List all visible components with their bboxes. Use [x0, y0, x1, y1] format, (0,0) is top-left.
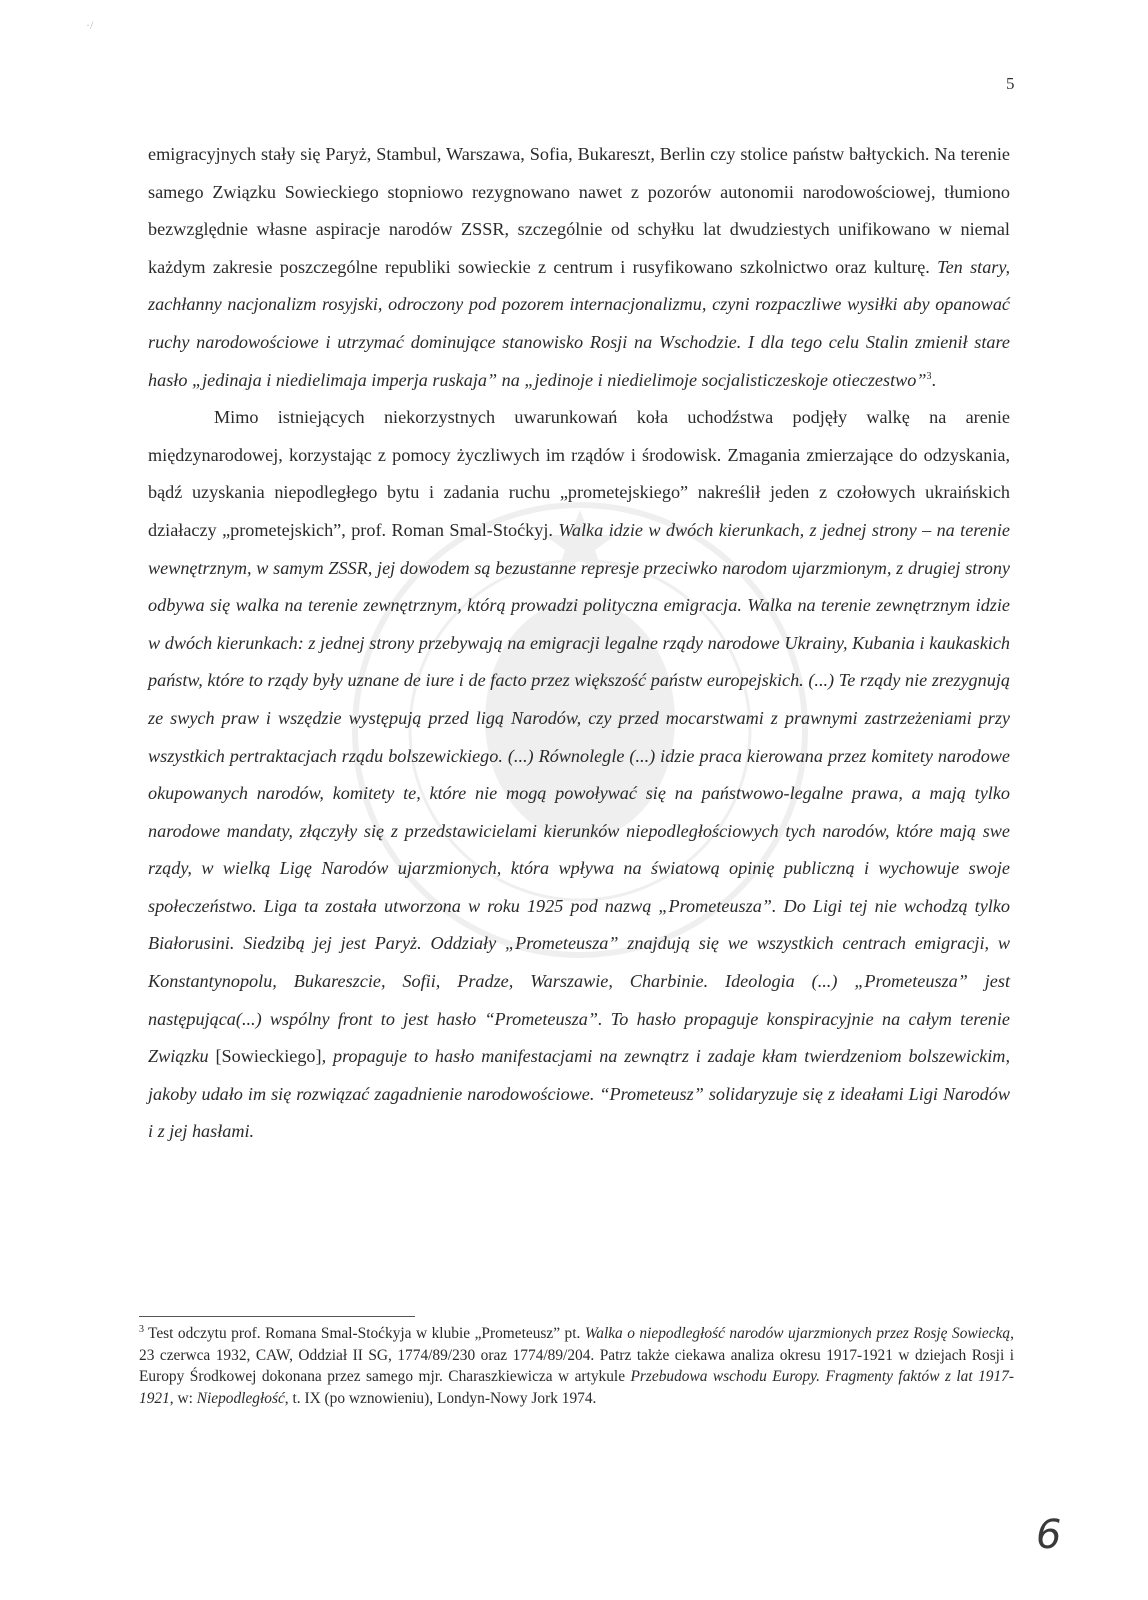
footnote-number: 3	[139, 1323, 144, 1335]
footnote-title: Niepodległość	[196, 1389, 285, 1407]
scan-mark: ·/	[86, 18, 94, 32]
paragraph	[148, 136, 1010, 399]
paragraph-text: .	[931, 369, 937, 390]
page-number: 5	[1006, 74, 1015, 93]
quotation: Walka idzie w dwóch kierunkach, z jednej strony – na terenie wewnętrznym, w samym ZSSR, jej dowodem są bezustanne represje przeciwko narodom ujarzmionym, z drugiej strony odbywa się walka na terenie zewnętrznym, którą prowadzi polityczna emigracja. Walka na terenie zewnętrznym idzie w dwóch kierunkach: z jednej strony przebywają na emigracji legalne rządy narodowe Ukrainy, Kubania i kaukaskich państw, które to rządy były uznane de iure i de facto przez większość państw europejskich. (...) Te rządy nie zrezygnują ze swych praw i wszędzie występują przed ligą Narodów, czy przed mocarstwami z prawnymi zastrzeżeniami przy wszystkich pertraktacjach rządu bolszewickiego. (...) Równolegle (...) idzie praca kierowana przez komitety narodowe okupowanych narodów, komitety te, które nie mogą powoływać się na państwowo-legalne prawa, a mają tylko narodowe mandaty, złączyły się z przedstawicielami kierunków niepodległościowych tych narodów, które mają swe rządy, w wielką Ligę Narodów ujarzmionych, która wpływa na światową opinię publiczną i wychowuje swoje społeczeństwo. Liga ta została utworzona w roku 1925 pod nazwą „Prometeusza”. Do Ligi tej nie wchodzą tylko Białorusini. Siedzibą jej jest Paryż. Oddziały „Prometeusza” znajdują się we wszystkich centrach emigracji, w Konstantynopolu, Bukareszcie, Sofii, Pradze, Warszawie, Charbinie. Ideologia (...) „Prometeusza” jest następująca(...) wspólny front to jest hasło “Prometeusza”. To hasło propaguje konspiracyjnie na całym terenie Związku	[148, 519, 1010, 1067]
footnote-title: Przebudowa wschodu Europy. Fragmenty faktów z lat 1917-1921	[139, 1368, 1015, 1407]
footnote	[139, 1323, 1014, 1409]
footnote-divider	[139, 1316, 415, 1317]
footnote-text: , t. IX (po wznowieniu), Londyn-Nowy Jork 1974.	[284, 1389, 597, 1407]
quotation: Ten stary, zachłanny nacjonalizm rosyjski, odroczony pod pozorem internacjonalizmu, czyni rozpaczliwe wysiłki aby opanować ruchy narodowościowe i utrzymać dominujące stanowisko Rosji na Wschodzie. I dla tego celu Stalin zmienił stare hasło „jedinaja i niedielimaja imperja ruskaja” na „jedinoje i niedielimoje socjalisticzeskoje otieczestwo”	[148, 256, 1010, 390]
paragraph-text: Mimo istniejących niekorzystnych uwarunkowań koła uchodźstwa podjęły walkę na arenie międzynarodowej, korzystając z pomocy życzliwych im rządów i środowisk. Zmagania zmierzające do odzyskania, bądź uzyskania niepodległego bytu i zadania ruchu „prometejskiego” nakreślił jeden z czołowych ukraińskich działaczy „prometejskich”, prof. Roman Smal-Stoćkyj.	[148, 407, 1010, 540]
footnote-text: Test odczytu prof. Romana Smal-Stoćkyja w klubie „Prometeusz” pt.	[148, 1325, 585, 1342]
footnote-text: , 23 czerwca 1932, CAW, Oddział II SG, 1774/89/230 oraz 1774/89/204. Patrz także ciekawa analiza okresu 1917-1921 w dziejach Rosji i Europy Środkowej dokonana przez samego mjr. Charaszkiewicza w artykule	[139, 1325, 1014, 1385]
paragraph-text: emigracyjnych stały się Paryż, Stambul, Warszawa, Sofia, Bukareszt, Berlin czy stolice państw bałtyckich. Na terenie samego Związku Sowieckiego stopniowo rezygnowano nawet z pozorów autonomii narodowościowej, tłumiono bezwzględnie własne aspiracje narodów ZSSR, szczególnie od schyłku lat dwudziestych unifikowano w niemal każdym zakresie poszczególne republiki sowieckie z centrum i rusyfikowano szkolnictwo oraz kulturę.	[148, 144, 1010, 277]
editorial-insertion: [Sowieckiego]	[215, 1046, 322, 1067]
quotation: , propaguje to hasło manifestacjami na zewnątrz i zadaje kłam twierdzeniom bolszewickim, jakoby udało im się rozwiązać zagadnienie narodowościowe. “Prometeusz” solidaryzuje się z ideałami Ligi Narodów i z jej hasłami.	[148, 1046, 1010, 1142]
paragraph	[148, 399, 1010, 1151]
footnote-text: , w:	[169, 1389, 197, 1407]
footnote-reference: 3	[926, 370, 932, 382]
handwritten-page-number: 6	[1036, 1512, 1062, 1558]
body-text	[148, 136, 1010, 1151]
footnote-title: Walka o niepodległość narodów ujarzmionych przez Rosję Sowiecką	[584, 1325, 1011, 1342]
